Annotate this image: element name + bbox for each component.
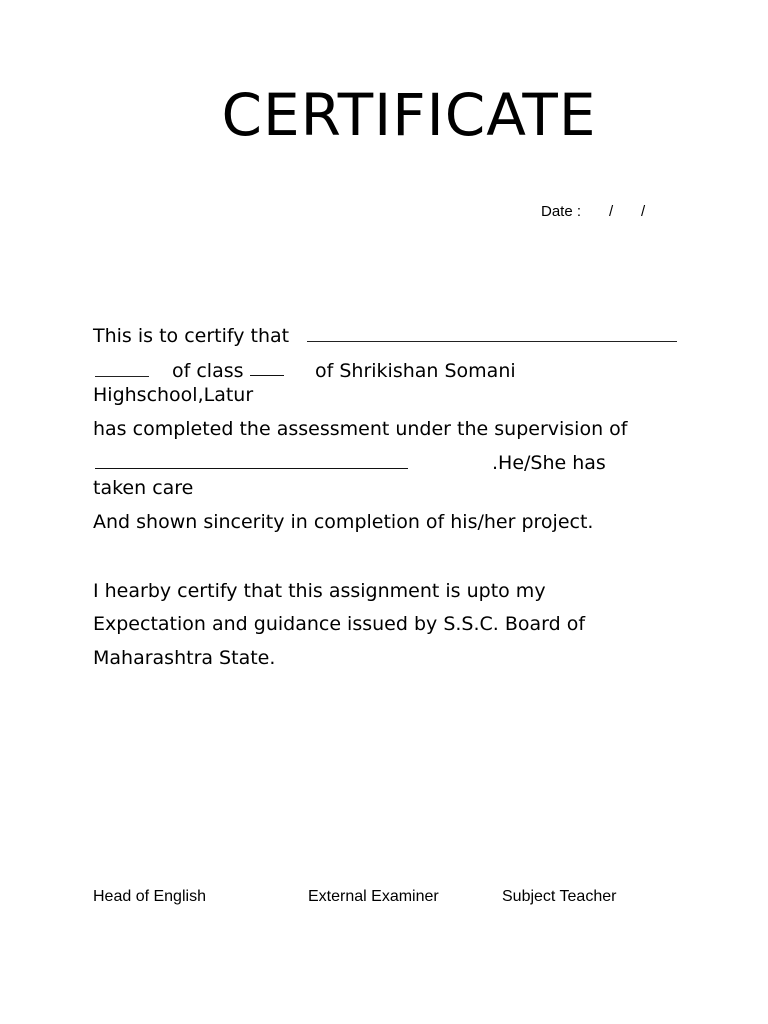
date-field [541,203,645,220]
supervisor-name-blank [95,468,408,469]
head-of-english-signature: Head of English [93,888,206,905]
sincerity-text: And shown sincerity in completion of his/her project. [93,511,594,533]
external-examiner-signature: External Examiner [308,888,439,905]
state-text: Maharashtra State. [93,647,276,669]
of-class-text: of class [172,360,244,382]
date-separator-1: / [609,203,614,220]
certify-assignment-text: I hearby certify that this assignment is upto my [93,580,546,602]
assessment-text: has completed the assessment under the supervision of [93,418,628,440]
guidance-text: Expectation and guidance issued by S.S.C. Board of [93,613,586,635]
student-name-blank-continued [95,376,149,377]
he-she-has-text: .He/She has [492,452,606,474]
student-name-blank [307,341,677,342]
certify-line-1: This is to certify that [93,325,290,347]
taken-care-text: taken care [93,477,194,499]
certificate-title: CERTIFICATE [221,81,597,149]
class-blank [250,375,284,376]
date-label: Date : [541,203,582,220]
school-name-text: of Shrikishan Somani [315,360,516,382]
subject-teacher-signature: Subject Teacher [502,888,617,905]
date-separator-2: / [641,203,646,220]
school-location-text: Highschool,Latur [93,384,254,406]
